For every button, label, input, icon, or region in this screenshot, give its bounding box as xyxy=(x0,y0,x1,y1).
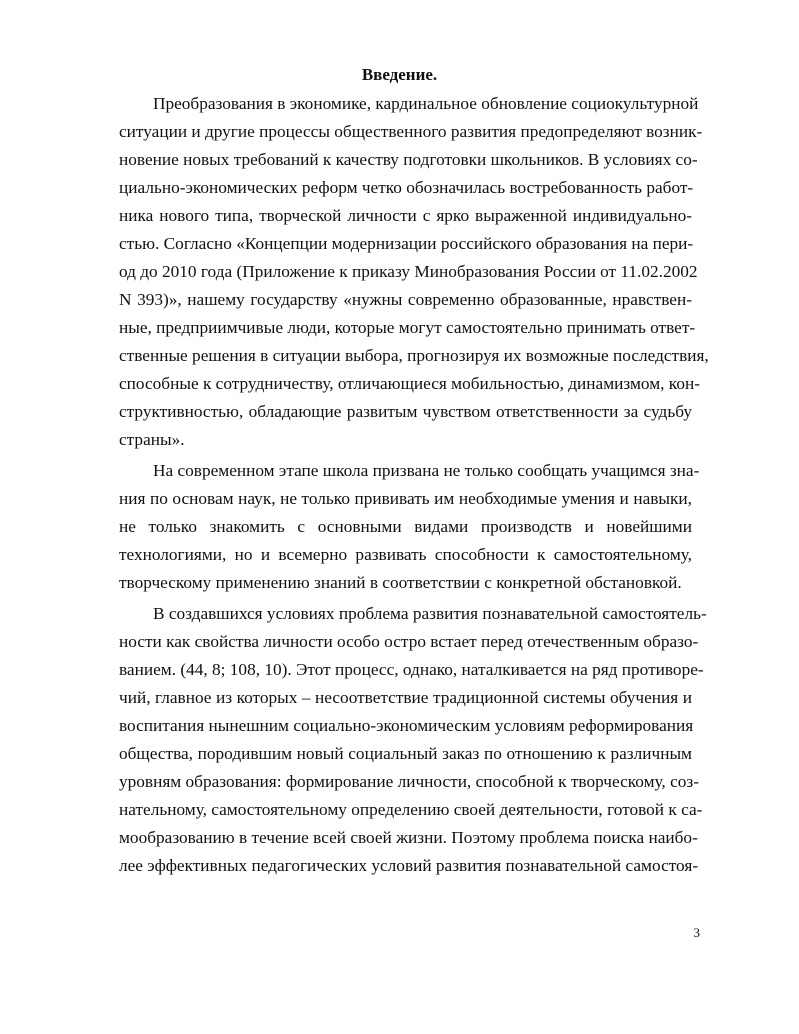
text-line: воспитания нынешним социально-экономическим условиям реформирования xyxy=(119,716,694,735)
text-line: способные к сотрудничеству, отличающиеся мобильностью, динамизмом, кон- xyxy=(119,374,700,393)
text-line: ника нового типа, творческой личности с ярко выраженной индивидуально- xyxy=(119,206,692,225)
text-line: N 393)», нашему государству «нужны современно образованные, нравствен- xyxy=(119,290,692,309)
page-title: Введение. xyxy=(361,65,438,84)
text-line: лее эффективных педагогических условий развития познавательной самостоя- xyxy=(119,856,699,875)
text-line: общества, породившим новый социальный заказ по отношению к различным xyxy=(119,744,692,763)
page-number: 3 xyxy=(693,925,700,940)
text-line: ванием. (44, 8; 108, 10). Этот процесс, однако, наталкивается на ряд противоре- xyxy=(119,660,704,679)
text-line: ности как свойства личности особо остро встает перед отечественным образо- xyxy=(119,632,699,651)
text-line: ния по основам наук, не только прививать им необходимые умения и навыки, xyxy=(119,489,692,508)
text-line: стью. Согласно «Концепции модернизации российского образования на пери- xyxy=(119,234,694,253)
text-line: ные, предприимчивые люди, которые могут самостоятельно принимать ответ- xyxy=(119,318,696,337)
text-line: Преобразования в экономике, кардинальное обновление социокультурной xyxy=(153,94,699,113)
text-line: структивностью, обладающие развитым чувством ответственности за судьбу xyxy=(119,402,692,421)
text-line: циально-экономических реформ четко обозначилась востребованность работ- xyxy=(119,178,694,197)
text-line: ственные решения в ситуации выбора, прогнозируя их возможные последствия, xyxy=(119,346,709,365)
text-line: чий, главное из которых – несоответствие традиционной системы обучения и xyxy=(119,688,692,707)
text-line: ситуации и другие процессы общественного развития предопределяют возник- xyxy=(119,122,703,141)
text-line: уровням образования: формирование личности, способной к творческому, соз- xyxy=(119,772,699,791)
text-line: новение новых требований к качеству подготовки школьников. В условиях со- xyxy=(119,150,698,169)
text-line: нательному, самостоятельному определению своей деятельности, готовой к са- xyxy=(119,800,703,819)
text-line: мообразованию в течение всей своей жизни. Поэтому проблема поиска наибо- xyxy=(119,828,698,847)
text-line: На современном этапе школа призвана не только сообщать учащимся зна- xyxy=(153,461,700,480)
text-line: творческому применению знаний в соответствии с конкретной обстановкой. xyxy=(119,573,682,592)
text-line: од до 2010 года (Приложение к приказу Минобразования России от 11.02.2002 xyxy=(119,262,698,281)
text-line: В создавшихся условиях проблема развития познавательной самостоятель- xyxy=(153,604,707,623)
text-line: страны». xyxy=(119,430,185,449)
text-line: не только знакомить с основными видами производств и новейшими xyxy=(119,517,692,536)
text-line: технологиями, но и всемерно развивать способности к самостоятельному, xyxy=(119,545,692,564)
